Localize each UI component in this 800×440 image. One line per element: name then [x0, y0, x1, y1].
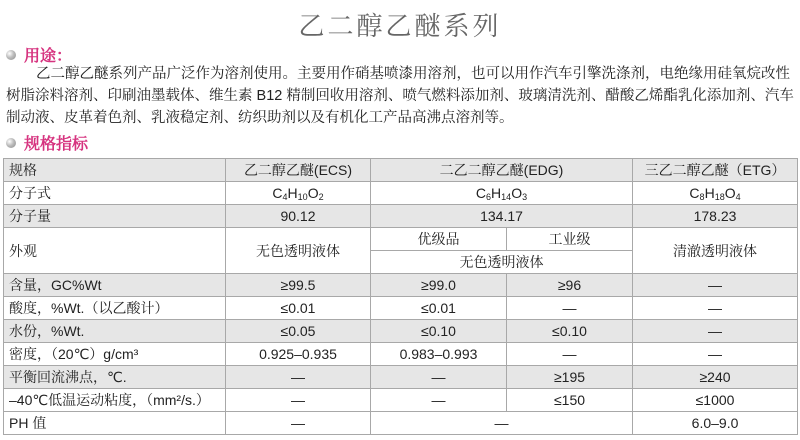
row-edg-industrial: ≤150: [507, 389, 633, 412]
spec-table: [3, 158, 798, 435]
row-label: 密度，（20℃）g/cm³: [4, 343, 226, 366]
header-ecs: 乙二醇乙醚(ECS): [226, 159, 371, 182]
row-ecs: —: [226, 389, 371, 412]
header-name: 规格: [4, 159, 226, 182]
ph-edg: —: [371, 412, 633, 435]
row-etg: —: [633, 274, 798, 297]
edg-grade-industrial: 工业级: [507, 228, 633, 251]
formula-ecs: $C_4H_{10}O_2$: [226, 182, 371, 205]
usage-text: 乙二醇乙醚系列产品广泛作为溶剂使用。主要用作硝基喷漆用溶剂，也可以用作汽车引擎洗涤剂，电绝缘用硅氧烷改性树脂涂料溶剂、印刷油墨载体、维生素 B12 精制回收用溶剂、喷气燃料添加剂、玻璃清洗剂、醋酸乙烯酯乳化添加剂、汽车制动液、皮革着色剂、乳液稳定剂、纺织助剂以及有机化工产品高沸点溶剂等。: [6, 66, 794, 126]
usage-paragraph: [6, 63, 798, 129]
table-header-row: [4, 159, 798, 182]
table-row: [4, 366, 798, 389]
formula-row: [4, 182, 798, 205]
row-edg-industrial: —: [507, 343, 633, 366]
row-etg: ≤1000: [633, 389, 798, 412]
row-label: 含量，GC%Wt: [4, 274, 226, 297]
row-etg: —: [633, 297, 798, 320]
row-edg-premium: —: [371, 389, 507, 412]
header-edg: 二乙二醇乙醚(EDG): [371, 159, 633, 182]
row-etg: —: [633, 343, 798, 366]
appearance-etg: 清澈透明液体: [633, 228, 798, 274]
formula-edg: $C_6H_{14}O_3$: [371, 182, 633, 205]
mw-edg: 134.17: [371, 205, 633, 228]
spec-rows: [4, 274, 798, 412]
bullet-icon: [6, 138, 16, 148]
ph-ecs: —: [226, 412, 371, 435]
edg-grade-premium: 优级品: [371, 228, 507, 251]
row-label: –40℃低温运动粘度，（mm²/s.）: [4, 389, 226, 412]
row-ecs: 0.925–0.935: [226, 343, 371, 366]
appearance-ecs: 无色透明液体: [226, 228, 371, 274]
row-ecs: ≤0.05: [226, 320, 371, 343]
ph-label: PH 值: [4, 412, 226, 435]
page-title: 乙二醇乙醚系列: [298, 11, 502, 41]
mw-row: [4, 205, 798, 228]
row-label: 水份，%Wt.: [4, 320, 226, 343]
ph-etg: 6.0–9.0: [633, 412, 798, 435]
row-ecs: —: [226, 366, 371, 389]
row-etg: ≥240: [633, 366, 798, 389]
table-row: [4, 274, 798, 297]
row-edg-premium: ≤0.01: [371, 297, 507, 320]
appearance-label: 外观: [4, 228, 226, 274]
formula-etg: $C_8H_{18}O_4$: [633, 182, 798, 205]
table-row: [4, 297, 798, 320]
spec-heading-text: 规格指标: [24, 136, 89, 153]
row-edg-industrial: ≤0.10: [507, 320, 633, 343]
row-edg-premium: —: [371, 366, 507, 389]
row-label: 平衡回流沸点，℃.: [4, 366, 226, 389]
appearance-row: [4, 228, 798, 251]
ph-row: [4, 412, 798, 435]
row-edg-premium: ≤0.10: [371, 320, 507, 343]
row-edg-premium: 0.983–0.993: [371, 343, 507, 366]
row-edg-industrial: —: [507, 297, 633, 320]
row-etg: —: [633, 320, 798, 343]
formula-label: 分子式: [4, 182, 226, 205]
appearance-edg: 无色透明液体: [371, 251, 633, 274]
table-row: [4, 389, 798, 412]
usage-heading-text: 用途：: [24, 48, 73, 65]
row-edg-industrial: ≥195: [507, 366, 633, 389]
table-row: [4, 320, 798, 343]
row-ecs: ≤0.01: [226, 297, 371, 320]
table-row: [4, 343, 798, 366]
row-ecs: ≥99.5: [226, 274, 371, 297]
mw-ecs: 90.12: [226, 205, 371, 228]
mw-label: 分子量: [4, 205, 226, 228]
spec-heading: [6, 131, 88, 154]
header-etg: 三乙二醇乙醚（ETG）: [633, 159, 798, 182]
row-edg-premium: ≥99.0: [371, 274, 507, 297]
row-edg-industrial: ≥96: [507, 274, 633, 297]
bullet-icon: [6, 50, 16, 60]
mw-etg: 178.23: [633, 205, 798, 228]
row-label: 酸度，%Wt.（以乙酸计）: [4, 297, 226, 320]
